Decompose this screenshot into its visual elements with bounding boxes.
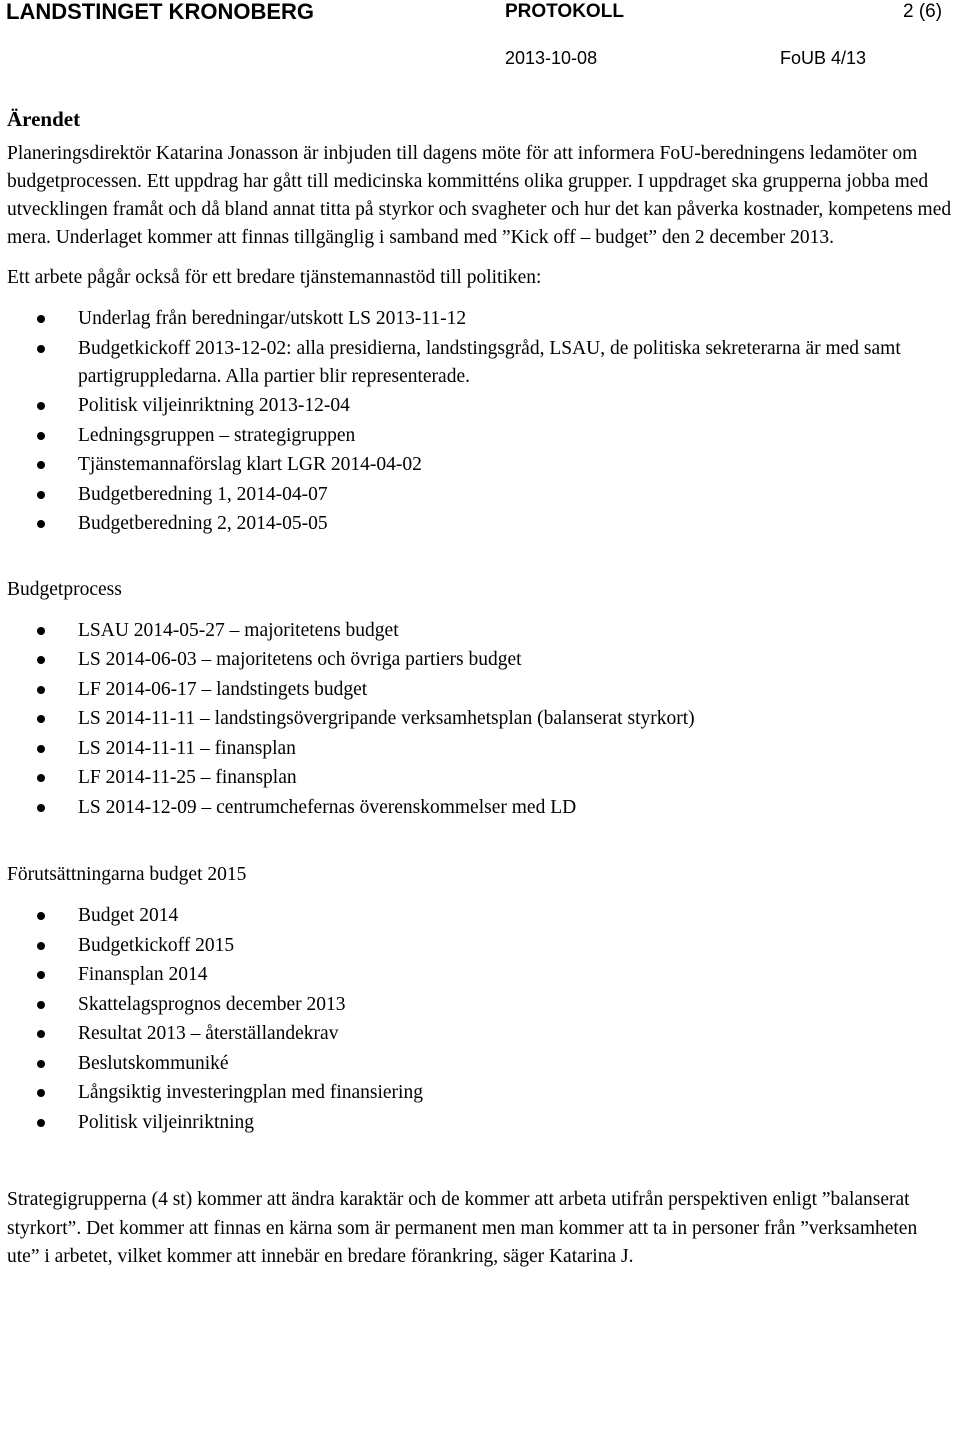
- list-item: [7, 646, 952, 674]
- bullet-icon: [37, 715, 45, 723]
- list-item: [7, 510, 952, 538]
- list-item-text: LF 2014-06-17 – landstingets budget: [78, 678, 368, 700]
- list-item: [7, 764, 952, 792]
- list-item-text: Politisk viljeinriktning: [78, 1111, 255, 1133]
- list-item: [7, 481, 952, 509]
- list-item: [7, 392, 952, 420]
- list-item: [7, 1020, 952, 1048]
- list-item: [7, 1050, 952, 1078]
- list-item-text: LF 2014-11-25 – finansplan: [78, 767, 297, 788]
- list-item: [7, 794, 952, 822]
- list-item-text: Budget 2014: [78, 905, 179, 926]
- bullet-icon: [37, 942, 45, 950]
- support-paragraph: Ett arbete pågår också för ett bredare tjänstemannastöd till politiken:: [7, 267, 542, 288]
- bullet-icon: [37, 627, 45, 635]
- list-item-text: LS 2014-12-09 – centrumchefernas överenskommelser med LD: [78, 796, 577, 818]
- bullet-icon: [37, 402, 45, 410]
- document-id: FoUB 4/13: [780, 48, 867, 68]
- list-item-text: LS 2014-06-03 – majoritetens och övriga partiers budget: [78, 649, 522, 670]
- bullet-icon: [37, 912, 45, 920]
- list-item: [7, 705, 952, 733]
- list-item: [7, 422, 952, 450]
- budgetprocess-list: [7, 617, 952, 822]
- list-item: [7, 991, 952, 1019]
- list-item-text: Långsiktig investeringplan med finansiering: [78, 1082, 423, 1103]
- intro-paragraph: Planeringsdirektör Katarina Jonasson är inbjuden till dagens möte för att informera FoU-beredningens ledamöter om budgetprocessen. Ett uppdrag har gått till medicinska kommitténs olika grupper. I uppdraget ska grupperna jobba med utvecklingen framåt och då bland annat titta på styrkor och svagheter och hur det kan påverka kostnader, kompetens med mera. Underlaget kommer att finnas tillgänglig i samband med ”Kick off – budget” den 2 december 2013.: [7, 143, 952, 248]
- list-item: [7, 902, 952, 930]
- bullet-icon: [37, 971, 45, 979]
- list-item: [7, 335, 952, 391]
- bullet-icon: [37, 774, 45, 782]
- bullet-icon: [37, 1001, 45, 1009]
- list-item: [7, 961, 952, 989]
- bullet-icon: [37, 520, 45, 528]
- bullet-icon: [37, 686, 45, 694]
- list-item: [7, 735, 952, 763]
- list-item: [7, 1079, 952, 1107]
- list-item-text: Ledningsgruppen – strategigruppen: [78, 424, 356, 446]
- meeting-date: 2013-10-08: [505, 48, 598, 68]
- bullet-icon: [37, 461, 45, 469]
- section-heading: Ärendet: [7, 107, 81, 131]
- list-item-text: Beslutskommuniké: [78, 1052, 229, 1074]
- bullet-icon: [37, 656, 45, 664]
- list-item-text: Budgetberedning 2, 2014-05-05: [78, 513, 328, 534]
- bullet-icon: [37, 745, 45, 753]
- list-item: [7, 1109, 952, 1137]
- bullet-icon: [37, 1060, 45, 1068]
- list-item-text: Tjänstemannaförslag klart LGR 2014-04-02: [78, 454, 422, 475]
- list-item: [7, 451, 952, 479]
- bullet-icon: [37, 345, 45, 353]
- list-item-text: Budgetkickoff 2013-12-02: alla presidierna, landstingsgråd, LSAU, de politiska sekreterarna är med samt partigruppledarna. Alla partier blir representerade.: [78, 337, 901, 387]
- list-item-text: Skattelagsprognos december 2013: [78, 993, 346, 1015]
- list-item: [7, 932, 952, 960]
- organization-name: LANDSTINGET KRONOBERG: [6, 0, 314, 24]
- bullet-icon: [37, 1089, 45, 1097]
- list-item: [7, 305, 952, 333]
- list-item-text: LS 2014-11-11 – finansplan: [78, 737, 296, 759]
- forutsattningar-heading: Förutsättningarna budget 2015: [7, 864, 247, 885]
- list-item: [7, 676, 952, 704]
- budgetprocess-heading: Budgetprocess: [7, 578, 122, 600]
- list-item-text: Budgetkickoff 2015: [78, 934, 235, 956]
- bullet-icon: [37, 315, 45, 323]
- list-item-text: Budgetberedning 1, 2014-04-07: [78, 483, 328, 505]
- tjanstemannastod-list: [7, 305, 952, 538]
- forutsattningar-list: [7, 902, 952, 1137]
- list-item: [7, 617, 952, 645]
- bullet-icon: [37, 1030, 45, 1038]
- strategigrupperna-paragraph: Strategigrupperna (4 st) kommer att ändra karaktär och de kommer att arbeta utifrån perspektiven enligt ”balanserat styrkort”. Det kommer att finnas en kärna som är permanent men man kommer att ta in personer från ”verksamheten ute” i arbetet, vilket kommer att innebär en bredare förankring, säger Katarina J.: [7, 1189, 918, 1267]
- page-number: 2 (6): [903, 1, 943, 22]
- page-header: [0, 0, 960, 80]
- list-item-text: Resultat 2013 – återställandekrav: [78, 1023, 339, 1044]
- list-item-text: LSAU 2014-05-27 – majoritetens budget: [78, 619, 399, 641]
- bullet-icon: [37, 491, 45, 499]
- bullet-icon: [37, 804, 45, 812]
- list-item-text: Politisk viljeinriktning 2013-12-04: [78, 395, 350, 416]
- document-type: PROTOKOLL: [505, 1, 624, 22]
- list-item-text: Finansplan 2014: [78, 964, 208, 985]
- bullet-icon: [37, 432, 45, 440]
- bullet-icon: [37, 1119, 45, 1127]
- document-body: [7, 104, 952, 1272]
- list-item-text: LS 2014-11-11 – landstingsövergripande verksamhetsplan (balanserat styrkort): [78, 708, 695, 729]
- list-item-text: Underlag från beredningar/utskott LS 2013-11-12: [78, 308, 467, 329]
